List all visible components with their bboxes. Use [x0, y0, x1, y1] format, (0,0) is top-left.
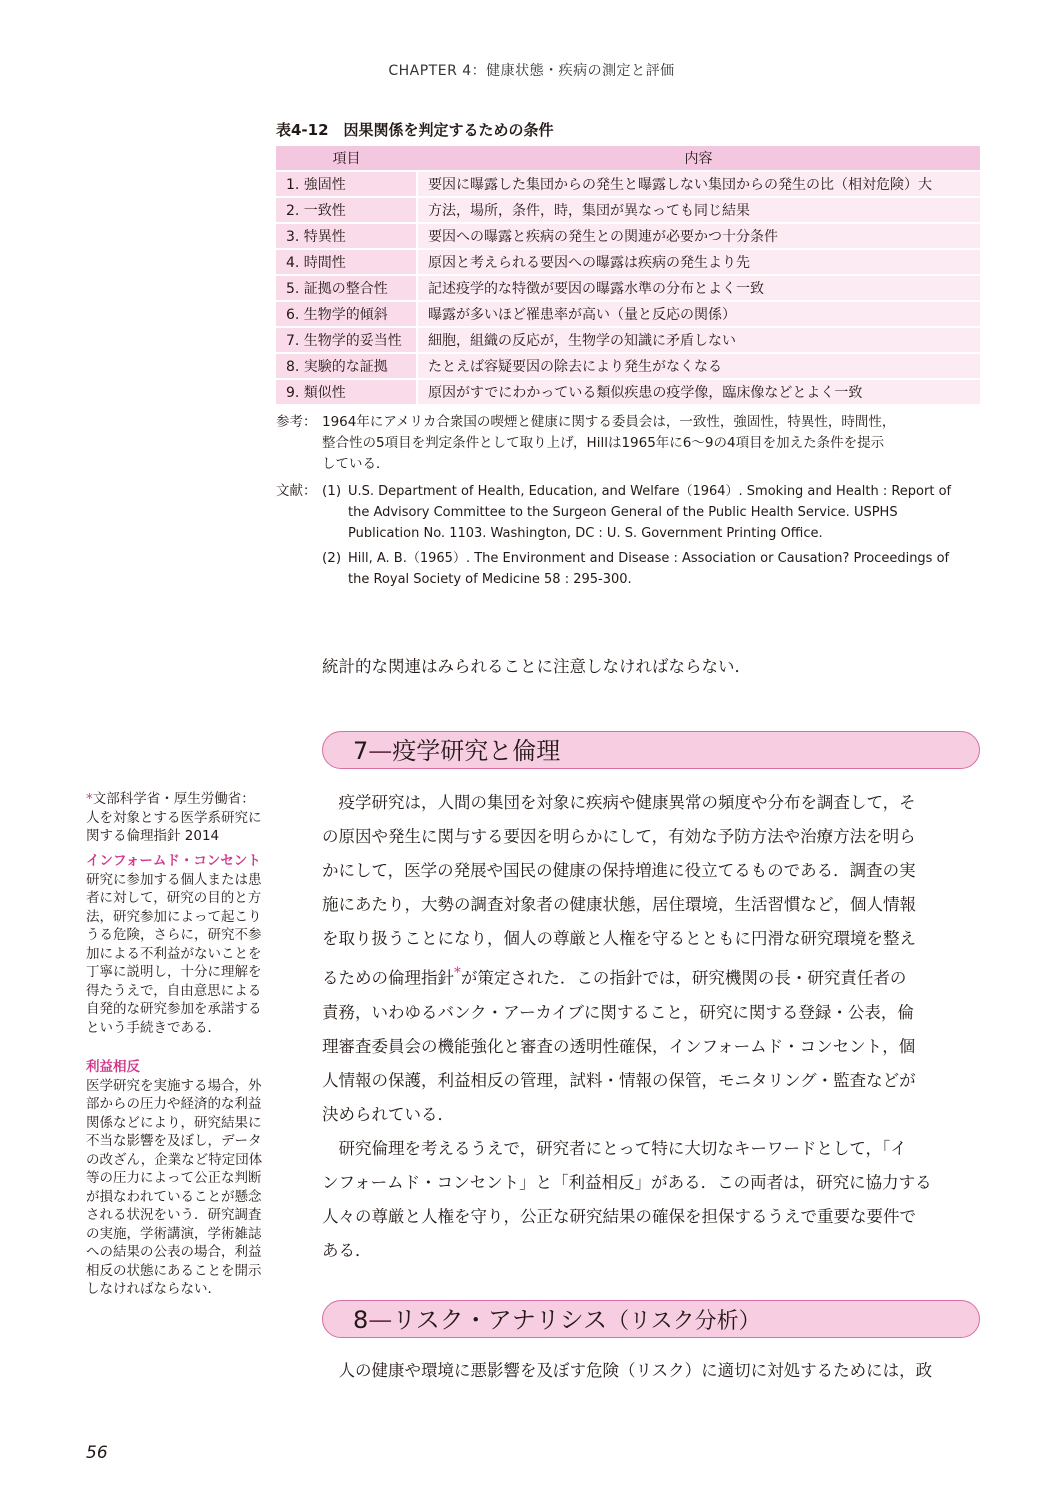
row-item: 4. 時間性 [276, 249, 417, 275]
term-line: しなければならない． [86, 1281, 221, 1297]
keyword-informed-consent: インフォームド・コンセント [668, 1036, 883, 1056]
section-title: リスク・アナリシス [392, 1306, 608, 1334]
row-item: 9. 類似性 [276, 379, 417, 404]
term-heading: インフォームド・コンセント [86, 853, 261, 869]
section-number: 8 [353, 1306, 369, 1334]
term-line: される状況をいう．研究調査 [86, 1207, 262, 1223]
section-7-body [322, 786, 982, 1268]
section-title: 疫学研究と倫理 [392, 737, 561, 765]
term-line: 得たうえで，自由意思による [86, 982, 262, 999]
text-run: 人情報の保護， [322, 1070, 438, 1090]
table-caption: 表4-12 因果関係を判定するための条件 [276, 121, 554, 139]
row-content: 曝露が多いほど罹患率が高い（量と反応の関係） [417, 301, 980, 327]
table-row [276, 223, 980, 249]
note-line: している． [322, 456, 390, 472]
text-run: の管理，試料・情報の保管，モニタリング・監査などが [503, 1070, 916, 1090]
row-item: 6. 生物学的傾斜 [276, 301, 417, 327]
term-line: うる危険，さらに，研究不参 [86, 927, 262, 943]
row-content: 細胞，組織の反応が，生物学の知識に矛盾しない [417, 327, 980, 353]
literature-entry [348, 548, 988, 590]
section-dash: — [368, 1306, 393, 1334]
term-line: 医学研究を実施する場合，外 [86, 1077, 262, 1094]
footnote-line: 関する倫理指針 2014 [86, 828, 220, 844]
column-header-item: 項目 [276, 146, 417, 171]
sidebar-footnote [86, 790, 281, 846]
body-line: 研究倫理を考えるうえで，研究者にとって特に大切なキーワードとして，「イ [322, 1138, 907, 1158]
keyword-conflict-of-interest: 利益相反 [437, 1070, 504, 1090]
note-line: the Advisory Committee to the Surgeon General of the Public Health Service. USPHS [348, 505, 898, 520]
note-line: 整合性の5項目を判定条件として取り上げ，Hillは1965年に6～9の4項目を加えた条件を提示 [322, 435, 885, 451]
causality-criteria-table [276, 146, 980, 404]
literature-number: (2) [322, 550, 342, 566]
section-7-heading [322, 731, 980, 769]
text-run: 文部科学省・厚生労働省： [92, 791, 255, 807]
text-run: 理審査委員会の機能強化と審査の透明性確保， [322, 1036, 669, 1056]
table-row [276, 353, 980, 379]
text-run: るための倫理指針 [322, 968, 454, 988]
footnote-line [86, 790, 281, 809]
footnote-line: 人を対象とする医学系研究に [86, 809, 262, 826]
text-run: が策定された．この指針では，研究機関の長・研究責任者の [460, 968, 907, 988]
note-line: Publication No. 1103. Washington, DC : U. S. Government Printing Office. [348, 526, 823, 541]
term-line: の実施，学術講演，学術雑誌 [86, 1225, 262, 1242]
body-line: 決められている． [322, 1104, 454, 1124]
table-row [276, 301, 980, 327]
body-line: を取り扱うことになり，個人の尊厳と人権を守るとともに円滑な研究環境を整え [322, 929, 916, 948]
row-content: 原因がすでにわかっている類似疾患の疫学像，臨床像などとよく一致 [417, 379, 980, 404]
row-content: 要因に曝露した集団からの発生と曝露しない集団からの発生の比（相対危険）大 [417, 171, 980, 197]
table-row [276, 275, 980, 301]
row-content: 要因への曝露と疾病の発生との関連が必要かつ十分条件 [417, 223, 980, 249]
section-8-body [322, 1354, 982, 1388]
sidebar-term-informed-consent [86, 852, 281, 1037]
footnote-mark: * [86, 791, 93, 807]
note-line: 1964年にアメリカ合衆国の喫煙と健康に関する委員会は，一致性，強固性，特異性，時間性， [322, 414, 896, 430]
literature-label: 文献： [276, 483, 317, 499]
term-line: が損なわれていることが懸念 [86, 1188, 262, 1205]
section-subtitle: （リスク分析） [607, 1309, 761, 1334]
table-row [276, 379, 980, 404]
term-line: という手続きである． [86, 1019, 221, 1036]
row-content: 方法，場所，条件，時，集団が異なっても同じ結果 [417, 197, 980, 223]
note-line: U.S. Department of Health, Education, and Welfare（1964）. Smoking and Health : Report of [348, 484, 952, 499]
body-line [322, 1030, 982, 1064]
page-number: 56 [86, 1443, 108, 1463]
body-line: 人の健康や環境に悪影響を及ぼす危険（リスク）に適切に対処するためには，政 [322, 1361, 933, 1380]
section-8-heading [322, 1300, 980, 1338]
literature-entry [348, 481, 988, 544]
term-line: 相反の状態にあることを開示 [86, 1262, 262, 1279]
row-item: 5. 証拠の整合性 [276, 275, 417, 301]
body-line: の原因や発生に関与する要因を明らかにして，有効な予防方法や治療方法を明ら [322, 827, 916, 846]
term-line: 法，研究参加によって起こり [86, 908, 262, 925]
body-line: 疫学研究は，人間の集団を対象に疾病や健康異常の頻度や分布を調査して，そ [322, 793, 916, 812]
term-line: 自発的な研究参加を承諾する [86, 1001, 262, 1017]
note-line: the Royal Society of Medicine 58 : 295-300. [348, 572, 632, 587]
body-line: ンフォームド・コンセント」と「利益相反」がある．この両者は，研究に協力する [322, 1172, 932, 1192]
table-row [276, 171, 980, 197]
continuation-text: 統計的な関連はみられることに注意しなければならない． [322, 657, 751, 676]
table-row [276, 197, 980, 223]
row-item: 8. 実験的な証拠 [276, 353, 417, 379]
term-line: の改ざん，企業など特定団体 [86, 1151, 263, 1168]
row-item: 3. 特異性 [276, 223, 417, 249]
section-dash: — [368, 737, 393, 765]
row-item: 2. 一致性 [276, 197, 417, 223]
term-line: 丁寧に説明し，十分に理解を [86, 964, 262, 980]
row-content: たとえば容疑要因の除去により発生がなくなる [417, 353, 980, 379]
body-line [322, 1064, 982, 1098]
term-line: 部からの圧力や経済的な利益 [86, 1096, 262, 1112]
row-item: 7. 生物学的妥当性 [276, 327, 417, 353]
term-line: 加による不利益がないことを [86, 945, 262, 962]
table-row [276, 249, 980, 275]
text-run: ，個 [882, 1036, 916, 1056]
term-line: 者に対して，研究の目的と方 [86, 890, 262, 906]
body-line: 人々の尊厳と人権を守り，公正な研究結果の確保を担保するうえで重要な要件で [322, 1206, 916, 1226]
term-line: 研究に参加する個人または患 [86, 871, 262, 888]
column-header-content: 内容 [417, 146, 980, 171]
running-header: CHAPTER 4：健康状態・疾病の測定と評価 [388, 63, 675, 79]
footnote-asterisk: * [454, 965, 461, 981]
reference-note [322, 412, 982, 475]
term-line: 不当な影響を及ぼし，データ [86, 1133, 262, 1149]
term-heading: 利益相反 [86, 1059, 140, 1075]
body-line: かにして，医学の発展や国民の健康の保持増進に役立てるものである．調査の実 [322, 861, 916, 880]
table-row [276, 327, 980, 353]
sidebar-term-conflict-of-interest [86, 1058, 281, 1299]
term-line: への結果の公表の場合，利益 [86, 1244, 262, 1260]
term-line: 等の圧力によって公正な判断 [86, 1170, 262, 1186]
table-header-row [276, 146, 980, 171]
body-line [322, 956, 982, 996]
body-line: 施にあたり，大勢の調査対象者の健康状態，居住環境，生活習慣など，個人情報 [322, 895, 916, 914]
body-line: 責務，いわゆるバンク・アーカイブに関すること，研究に関する登録・公表，倫 [322, 1002, 914, 1022]
literature-number: (1) [322, 483, 342, 499]
row-content: 原因と考えられる要因への曝露は疾病の発生より先 [417, 249, 980, 275]
body-line: ある． [322, 1240, 372, 1260]
section-number: 7 [353, 737, 369, 765]
note-line: Hill, A. B.（1965）. The Environment and Disease : Association or Causation? Proceedings of [348, 551, 950, 566]
row-item: 1. 強固性 [276, 171, 417, 197]
reference-label: 参考： [276, 414, 317, 430]
term-line: 関係などにより，研究結果に [86, 1114, 262, 1131]
row-content: 記述疫学的な特徴が要因の曝露水準の分布とよく一致 [417, 275, 980, 301]
